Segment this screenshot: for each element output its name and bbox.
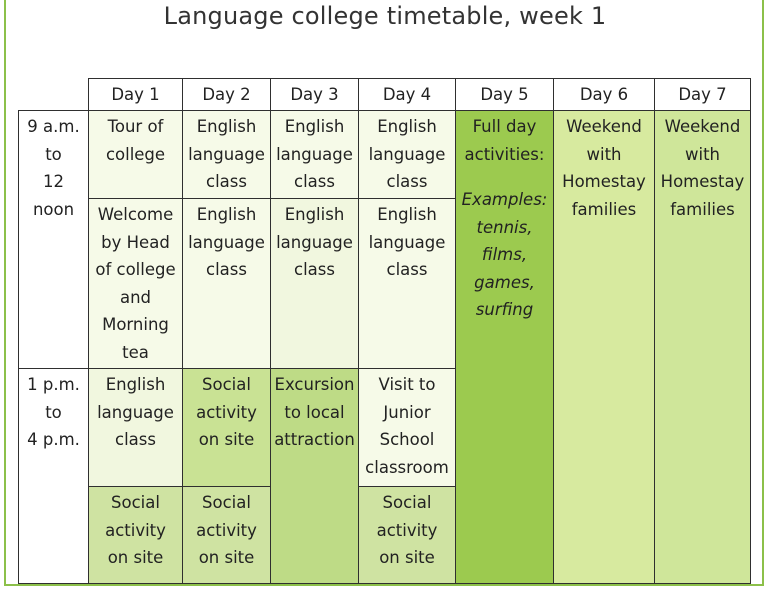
cell-line: class	[206, 172, 247, 191]
cell-line: class	[386, 260, 428, 279]
cell-line: 1 p.m.	[27, 375, 80, 394]
cell-line: on site	[198, 548, 255, 567]
cell-line: English	[284, 117, 345, 136]
cell-line: Weekend	[664, 117, 741, 136]
time-afternoon	[19, 369, 89, 584]
cell-line: noon	[32, 199, 75, 219]
cell-line: Full day	[472, 117, 537, 136]
cell-line: Social	[382, 493, 432, 512]
day-header-6: Day 6	[554, 79, 655, 111]
cell-line: class	[206, 260, 247, 279]
cell-line: Weekend	[566, 117, 642, 136]
cell-line: activities:	[464, 144, 545, 164]
cell-line: Welcome	[97, 205, 174, 224]
cell-line: activity	[376, 520, 438, 540]
cell-line: class	[115, 430, 156, 449]
cell-line: with	[586, 144, 622, 164]
cell-line: classroom	[365, 457, 449, 477]
cell-line: School	[379, 430, 435, 449]
morning-row-1	[19, 111, 751, 199]
cell-line: English	[196, 117, 257, 136]
cell-line: to	[45, 402, 62, 422]
cell-line: Homestay	[660, 172, 745, 191]
cell-day6	[554, 111, 655, 584]
cell-line: films,	[481, 245, 528, 264]
cell-line: Junior	[383, 402, 431, 422]
cell-line: Social	[111, 493, 160, 512]
day-header-5: Day 5	[456, 79, 554, 111]
corner-cell	[19, 79, 89, 111]
day5-examples	[456, 186, 553, 324]
cell-day2-morning-1	[183, 111, 271, 199]
cell-line: class	[386, 172, 428, 191]
cell-line: English	[377, 117, 437, 136]
cell-day4-morning-1	[359, 111, 456, 199]
cell-line: Morning	[102, 315, 169, 334]
time-morning-lines	[19, 111, 88, 223]
cell-day2-morning-2	[183, 199, 271, 369]
cell-line: English	[105, 375, 166, 394]
cell-day2-afternoon-1	[183, 369, 271, 487]
cell-line: language	[368, 232, 446, 252]
cell-day3-morning-1	[271, 111, 359, 199]
cell-line: 4 p.m.	[27, 430, 80, 449]
cell-line: of college	[95, 260, 176, 279]
cell-line: 12	[43, 172, 64, 191]
cell-line: Social	[202, 493, 251, 512]
cell-day3-afternoon	[271, 369, 359, 584]
cell-line: tea	[122, 342, 149, 362]
page-title: Language college timetable, week 1	[163, 2, 607, 30]
cell-day2-afternoon-2	[183, 487, 271, 584]
cell-day1-afternoon-1	[89, 369, 183, 487]
cell-line: games,	[474, 272, 535, 292]
cell-line: to local	[284, 402, 345, 422]
cell-line: Social	[202, 375, 251, 394]
cell-day1-morning-1	[89, 111, 183, 199]
cell-day4-afternoon-2	[359, 487, 456, 584]
cell-day7	[655, 111, 751, 584]
cell-line: language	[276, 144, 353, 164]
cell-line: with	[684, 144, 720, 164]
cell-day1-morning-2	[89, 199, 183, 369]
cell-line: 9 a.m.	[27, 117, 80, 136]
cell-line: families	[670, 199, 735, 219]
cell-line: surfing	[475, 300, 534, 319]
cell-line: Visit to	[378, 375, 436, 394]
cell-line: families	[571, 199, 637, 219]
cell-line: language	[97, 402, 174, 422]
cell-line: English	[284, 205, 345, 224]
cell-line: class	[294, 260, 335, 279]
cell-day5	[456, 111, 554, 584]
time-morning	[19, 111, 89, 369]
cell-line: and	[119, 287, 152, 307]
day-header-7: Day 7	[655, 79, 751, 111]
cell-line: language	[188, 232, 265, 252]
cell-line: class	[294, 172, 335, 191]
cell-line: college	[105, 144, 166, 164]
cell-line: activity	[105, 520, 166, 540]
day-header-4: Day 4	[359, 79, 456, 111]
cell-line: on site	[198, 430, 255, 449]
day-header-1: Day 1	[89, 79, 183, 111]
cell-line: Examples:	[461, 190, 548, 209]
cell-line: English	[196, 205, 257, 224]
cell-line: activity	[196, 402, 257, 422]
cell-line: Excursion	[274, 375, 355, 394]
cell-line: Tour of	[107, 117, 164, 136]
cell-line: on site	[379, 548, 435, 567]
cell-line: Homestay	[562, 172, 646, 191]
cell-day1-afternoon-2	[89, 487, 183, 584]
cell-line: on site	[107, 548, 164, 567]
cell-line: English	[377, 205, 437, 224]
cell-line: tennis,	[476, 217, 533, 237]
cell-line: attraction	[274, 430, 355, 449]
cell-line: language	[368, 144, 446, 164]
cell-line: by Head	[101, 232, 170, 252]
cell-day3-morning-2	[271, 199, 359, 369]
cell-line: language	[276, 232, 353, 252]
timetable	[18, 78, 751, 584]
day-header-2: Day 2	[183, 79, 271, 111]
cell-line: to	[45, 144, 62, 164]
day-header-3: Day 3	[271, 79, 359, 111]
cell-day4-morning-2	[359, 199, 456, 369]
header-row	[19, 79, 751, 111]
cell-line: language	[188, 144, 265, 164]
cell-line: activity	[196, 520, 257, 540]
cell-day4-afternoon-1	[359, 369, 456, 487]
